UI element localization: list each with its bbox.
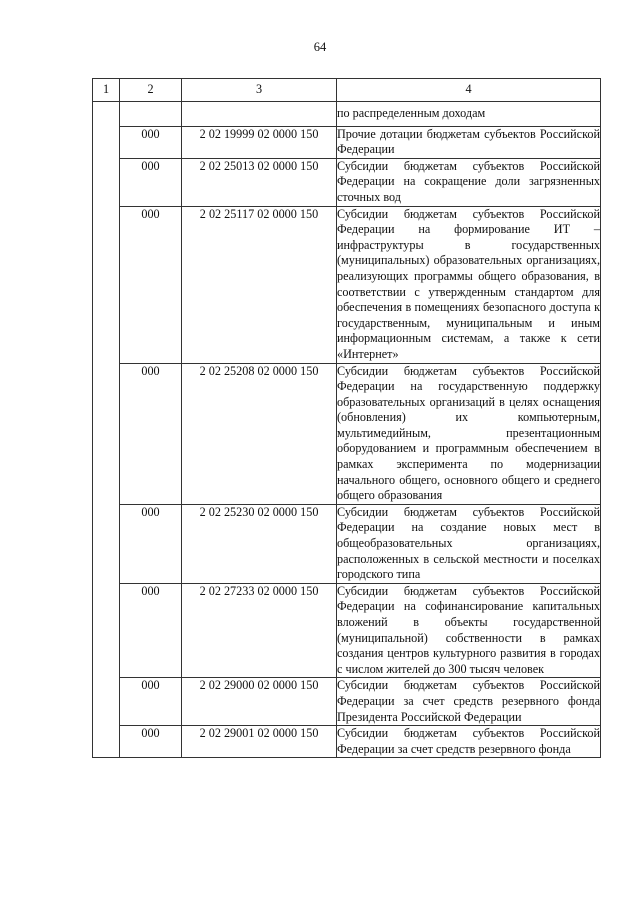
name-cell: по распределенным доходам xyxy=(337,102,601,127)
code-cell: 2 02 25117 02 0000 150 xyxy=(182,206,337,363)
header-col-3: 3 xyxy=(182,79,337,102)
table-row xyxy=(93,126,601,158)
code-group-cell: 000 xyxy=(120,363,182,504)
table-row xyxy=(93,206,601,363)
budget-classification-table xyxy=(92,78,601,758)
table-row xyxy=(93,363,601,504)
code-cell: 2 02 25208 02 0000 150 xyxy=(182,363,337,504)
code-group-cell: 000 xyxy=(120,206,182,363)
merged-col-1-cell xyxy=(93,102,120,758)
code-group-cell xyxy=(120,102,182,127)
table-row xyxy=(93,504,601,583)
code-cell: 2 02 27233 02 0000 150 xyxy=(182,583,337,678)
table-row xyxy=(93,158,601,206)
table-row xyxy=(93,678,601,726)
name-cell: Субсидии бюджетам субъектов Российской Федерации за счет средств резервного фонда Президента Российской Федерации xyxy=(337,678,601,726)
code-cell: 2 02 25230 02 0000 150 xyxy=(182,504,337,583)
code-group-cell: 000 xyxy=(120,126,182,158)
code-cell xyxy=(182,102,337,127)
header-col-4: 4 xyxy=(337,79,601,102)
table-row xyxy=(93,583,601,678)
code-cell: 2 02 29000 02 0000 150 xyxy=(182,678,337,726)
code-cell: 2 02 25013 02 0000 150 xyxy=(182,158,337,206)
code-group-cell: 000 xyxy=(120,158,182,206)
header-col-1: 1 xyxy=(93,79,120,102)
table-row xyxy=(93,726,601,758)
code-group-cell: 000 xyxy=(120,504,182,583)
name-cell: Субсидии бюджетам субъектов Российской Федерации на государственную поддержку образовательных организаций в целях оснащения (обновления) их компьютерным, мультимедийным, презентационным оборудованием и программным обеспечением в рамках эксперимента по модернизации начального общего, основного общего и среднего общего образования xyxy=(337,363,601,504)
name-cell: Субсидии бюджетам субъектов Российской Федерации на софинансирование капитальных вложений в объекты государственной (муниципальной) собственности в рамках создания центров культурного развития в городах с числом жителей до 300 тысяч человек xyxy=(337,583,601,678)
code-group-cell: 000 xyxy=(120,678,182,726)
code-group-cell: 000 xyxy=(120,726,182,758)
name-cell: Субсидии бюджетам субъектов Российской Федерации за счет средств резервного фонда xyxy=(337,726,601,758)
header-col-2: 2 xyxy=(120,79,182,102)
name-cell: Субсидии бюджетам субъектов Российской Федерации на сокращение доли загрязненных сточных вод xyxy=(337,158,601,206)
code-group-cell: 000 xyxy=(120,583,182,678)
name-cell: Субсидии бюджетам субъектов Российской Федерации на создание новых мест в общеобразовательных организациях, расположенных в сельской местности и поселках городского типа xyxy=(337,504,601,583)
name-cell: Прочие дотации бюджетам субъектов Российской Федерации xyxy=(337,126,601,158)
code-cell: 2 02 29001 02 0000 150 xyxy=(182,726,337,758)
page-number: 64 xyxy=(313,40,327,54)
name-cell: Субсидии бюджетам субъектов Российской Федерации на формирование ИТ – инфраструктуры в государственных (муниципальных) образовательных организациях, реализующих программы общего образования, в соответствии с утвержденным стандартом для обеспечения в помещениях безопасного доступа к государственным, муниципальным и иным информационным системам, а также к сети «Интернет» xyxy=(337,206,601,363)
code-cell: 2 02 19999 02 0000 150 xyxy=(182,126,337,158)
table-row xyxy=(93,102,601,127)
table-header-row xyxy=(93,79,601,102)
